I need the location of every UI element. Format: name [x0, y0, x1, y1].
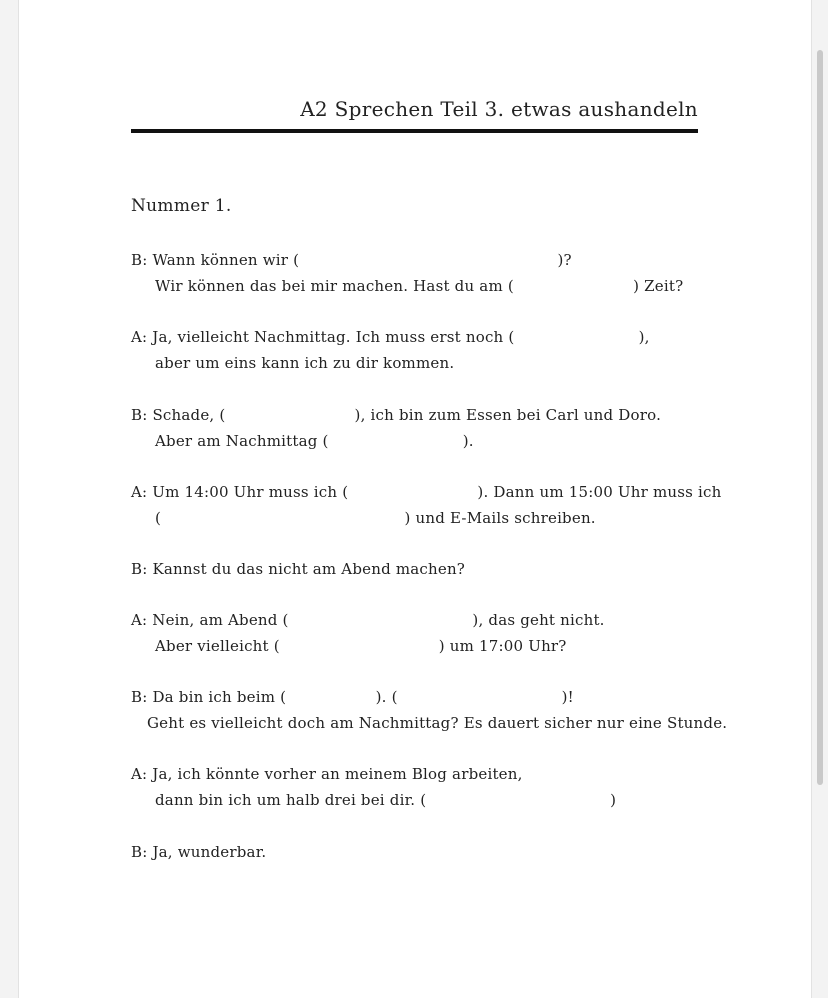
- dialogue-line: B: Schade, ( ), ich bin zum Essen bei Carl und Doro.: [131, 406, 662, 424]
- dialogue-line: A: Ja, vielleicht Nachmittag. Ich muss erst noch ( ),: [131, 328, 650, 346]
- document-title: A2 Sprechen Teil 3. etwas aushandeln: [300, 97, 698, 121]
- dialogue-line: ( ) und E-Mails schreiben.: [155, 509, 596, 527]
- dialogue-line: B: Wann können wir ( )?: [131, 251, 572, 269]
- dialogue-line: aber um eins kann ich zu dir kommen.: [155, 354, 455, 372]
- vertical-scrollbar[interactable]: [816, 0, 824, 998]
- dialogue-line: B: Kannst du das nicht am Abend machen?: [131, 560, 466, 578]
- dialogue-line: Aber am Nachmittag ( ).: [155, 432, 474, 450]
- document-page: [18, 0, 812, 998]
- dialogue-line: Geht es vielleicht doch am Nachmittag? Es dauert sicher nur eine Stunde.: [147, 714, 728, 732]
- dialogue-line: A: Nein, am Abend ( ), das geht nicht.: [131, 611, 605, 629]
- dialogue-line: B: Ja, wunderbar.: [131, 843, 267, 861]
- dialogue-line: dann bin ich um halb drei bei dir. ( ): [155, 791, 617, 809]
- dialogue-line: Aber vielleicht ( ) um 17:00 Uhr?: [155, 637, 567, 655]
- dialogue-line: Wir können das bei mir machen. Hast du am ( ) Zeit?: [155, 277, 684, 295]
- dialogue-line: B: Da bin ich beim ( ). ( )!: [131, 688, 574, 706]
- dialogue-line: A: Ja, ich könnte vorher an meinem Blog arbeiten,: [131, 765, 523, 783]
- title-rule: [131, 129, 698, 133]
- dialogue-line: A: Um 14:00 Uhr muss ich ( ). Dann um 15:00 Uhr muss ich: [131, 483, 722, 501]
- scrollbar-thumb[interactable]: [817, 50, 823, 785]
- section-heading: Nummer 1.: [131, 196, 232, 216]
